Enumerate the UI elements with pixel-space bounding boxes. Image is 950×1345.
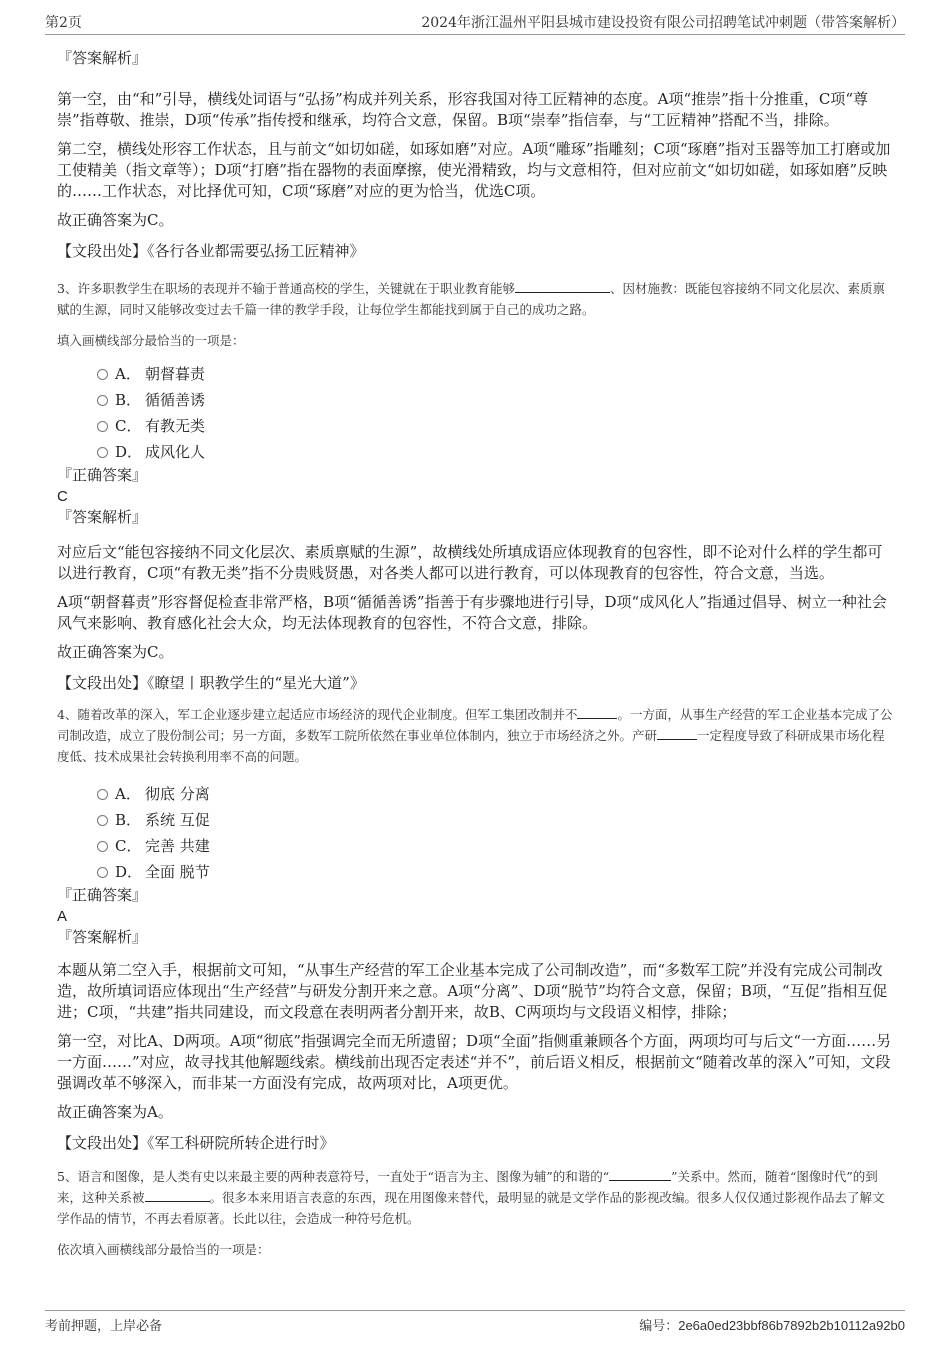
option-d[interactable]: D． 成风化人 — [57, 439, 895, 465]
option-b[interactable]: B． 系统 互促 — [57, 807, 895, 833]
page-number: 第2页 — [45, 15, 82, 31]
question-stem: 4、随着改革的深入，军工企业逐步建立起适应市场经济的现代企业制度。但军工集团改制并不 。一方面，从事生产经营的军工企业基本完成了公司制改造，成立了股份制公司；另一方面，多数军工院所依然在事业单位体制内，独立于市场经济之外。产研 一定程度导致了科研成果市场化程度低、技术成果社会转换利用率不高的问题。 — [57, 704, 895, 767]
radio-icon[interactable] — [97, 841, 108, 852]
option-list — [57, 361, 895, 465]
option-b[interactable]: B． 循循善诱 — [57, 387, 895, 413]
analysis-conclusion: 故正确答案为C。 — [57, 643, 174, 661]
analysis-heading: 『答案解析』 — [57, 49, 148, 67]
correct-answer-heading: 『正确答案』 — [57, 466, 148, 484]
analysis-paragraph: 第二空，横线处形容工作状态，且与前文“如切如磋，如琢如磨”对应。A项“雕琢”指雕刻；C项“琢磨”指对玉器等加工打磨或加工使精美（指文章等）；D项“打磨”指在器物的表面摩擦，使光滑精致，均与文意相符，但对应前文“如切如磋，如琢如磨”反映的……工作状态，对比择优可知，C项“琢磨”对应的更为恰当，优选C项。 — [57, 140, 891, 200]
analysis-paragraph: 对应后文“能包容接纳不同文化层次、素质禀赋的生源”，故横线处所填成语应体现教育的包容性，即不论对什么样的学生都可以进行教育，C项“有教无类”指不分贵贱贤愚，对各类人都可以进行教育，可以体现教育的包容性，符合文意，当选。 — [57, 543, 883, 582]
source-citation: 【文段出处】《瞭望丨职教学生的“星光大道”》 — [57, 674, 365, 692]
document-title: 2024年浙江温州平阳县城市建设投资有限公司招聘笔试冲刺题（带答案解析） — [421, 15, 905, 31]
option-a[interactable]: A． 朝督暮责 — [57, 361, 895, 387]
correct-answer: C — [57, 488, 68, 505]
option-list — [57, 781, 895, 885]
page-header — [45, 12, 905, 35]
source-citation: 【文段出处】《各行各业都需要弘扬工匠精神》 — [57, 242, 365, 260]
radio-icon[interactable] — [97, 421, 108, 432]
option-c[interactable]: C． 有教无类 — [57, 413, 895, 439]
radio-icon[interactable] — [97, 369, 108, 380]
analysis-paragraph: A项“朝督暮责”形容督促检查非常严格，B项“循循善诱”指善于有步骤地进行引导，D项“成风化人”指通过倡导、树立一种社会风气来影响、教育感化社会大众，均无法体现教育的包容性，不符合文意，排除。 — [57, 593, 887, 632]
question-prompt: 填入画横线部分最恰当的一项是： — [57, 333, 245, 348]
question-prompt: 依次填入画横线部分最恰当的一项是： — [57, 1242, 270, 1257]
fill-blank — [515, 278, 610, 293]
analysis-heading: 『答案解析』 — [57, 508, 148, 526]
correct-answer: A — [57, 908, 68, 925]
fill-blank — [577, 704, 617, 719]
analysis-paragraph: 第一空，对比A、D两项。A项“彻底”指强调完全而无所遗留；D项“全面”指侧重兼顾各个方面，两项均可与后文“一方面……另一方面……”对应，故寻找其他解题线索。横线前出现否定表述“并不”，前后语义相反，根据前文“随着改革的深入”可知，文段强调改革不够深入，而非某一方面没有完成，故两项对比，A项更优。 — [57, 1032, 892, 1092]
radio-icon[interactable] — [97, 789, 108, 800]
analysis-paragraph: 本题从第二空入手，根据前文可知，“从事生产经营的军工企业基本完成了公司制改造”，而“多数军工院”并没有完成公司制改造，故所填词语应体现出“生产经营”与研发分割开来之意。A项“分离”、D项“脱节”均符合文意，保留；B项，“互促”指相互促进；C项，“共建”指共同建设，而文段意在表明两者分割开来，故B、C两项均与文段语义相悖，排除； — [57, 961, 888, 1021]
fill-blank — [657, 725, 697, 740]
fill-blank — [145, 1187, 210, 1202]
analysis-conclusion: 故正确答案为C。 — [57, 211, 174, 229]
fill-blank — [609, 1166, 671, 1181]
analysis-paragraph: 第一空，由“和”引导，横线处词语与“弘扬”构成并列关系，形容我国对待工匠精神的态度。A项“推崇”指十分推重，C项“尊崇”指尊敬、推崇，D项“传承”指传授和继承，均符合文意，保留。B项“崇奉”指信奉，与“工匠精神”搭配不当，排除。 — [57, 90, 868, 129]
correct-answer-heading: 『正确答案』 — [57, 886, 148, 904]
page-footer — [45, 1310, 905, 1334]
radio-icon[interactable] — [97, 815, 108, 826]
analysis-heading: 『答案解析』 — [57, 928, 148, 946]
document-id: 编号：2e6a0ed23bbf86b7892b2b10112a92b0 — [639, 1318, 905, 1333]
document-body — [57, 42, 895, 1260]
radio-icon[interactable] — [97, 395, 108, 406]
option-a[interactable]: A． 彻底 分离 — [57, 781, 895, 807]
footer-slogan: 考前押题，上岸必备 — [45, 1319, 163, 1334]
source-citation: 【文段出处】《军工科研院所转企进行时》 — [57, 1134, 335, 1152]
question-stem: 3、许多职教学生在职场的表现并不输于普通高校的学生，关键就在于职业教育能够 、因材施教：既能包容接纳不同文化层次、素质禀赋的生源，同时又能够改变过去千篇一律的教学手段，让每位学生都能找到属于自己的成功之路。 — [57, 278, 895, 320]
radio-icon[interactable] — [97, 447, 108, 458]
option-d[interactable]: D． 全面 脱节 — [57, 859, 895, 885]
option-c[interactable]: C． 完善 共建 — [57, 833, 895, 859]
question-stem: 5、语言和图像，是人类有史以来最主要的两种表意符号，一直处于“语言为主、图像为辅”的和谐的“ ”关系中。然而，随着“图像时代”的到来，这种关系被 。很多本来用语言表意的东西，现在用图像来替代，最明显的就是文学作品的影视改编。很多人仅仅通过影视作品去了解文学作品的情节，不再去看原著。长此以往，会造成一种符号危机。 — [57, 1166, 895, 1229]
analysis-conclusion: 故正确答案为A。 — [57, 1103, 173, 1121]
radio-icon[interactable] — [97, 867, 108, 878]
